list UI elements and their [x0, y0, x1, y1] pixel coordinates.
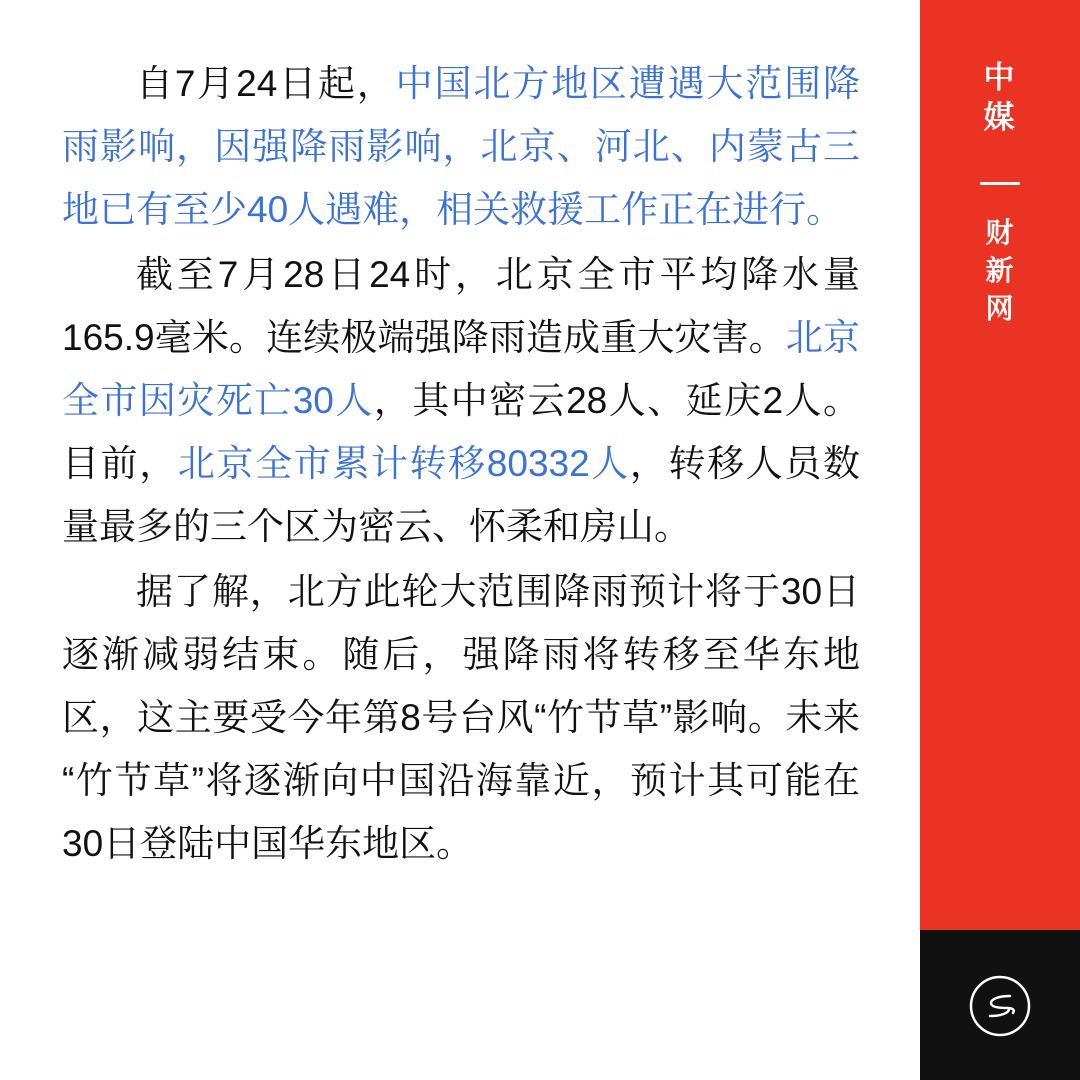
brand-sub-char-3: 网 [985, 293, 1015, 324]
paragraph-2 [62, 243, 860, 558]
text-run: ，转移人员数量最多的三个区为密云、怀柔和房山。 [62, 443, 861, 547]
text-run: 自7月24日起， [136, 63, 396, 104]
brand-char-1: 中 [983, 60, 1017, 95]
paragraph-3 [62, 560, 860, 875]
highlighted-text-run: 中国北方地区遭遇大范围降雨影响，因强降雨影响，北京、河北、内蒙古三地已有至少40人遇难，相关救援工作正在进行。 [62, 63, 861, 230]
brand-subtitle [920, 214, 1080, 328]
highlighted-text-run: 北京全市累计转移80332人 [177, 443, 630, 484]
brand-sub-char-1: 财 [985, 217, 1015, 248]
brand-rail [920, 0, 1080, 1080]
brand-divider [980, 182, 1020, 185]
paragraph-1 [62, 52, 860, 241]
text-run: 截至7月28日24时，北京全市平均降水量165.9毫米。连续极端强降雨造成重大灾害。 [62, 254, 860, 358]
brand-name [920, 58, 1080, 138]
caixin-logo-icon [969, 975, 1031, 1037]
rail-top-panel [920, 0, 1080, 930]
highlighted-text-run: 北京全市因灾死亡30人 [62, 317, 861, 421]
text-run: ，其中密云28人、延庆2人。目前， [62, 380, 861, 484]
brand-char-2: 媒 [983, 100, 1017, 135]
brand-sub-char-2: 新 [985, 255, 1015, 286]
text-run: 据了解，北方此轮大范围降雨预计将于30日逐渐减弱结束。随后，强降雨将转移至华东地区，这主要受今年第8号台风“竹节草”影响。未来“竹节草”将逐渐向中国沿海靠近，预计其可能在30日登陆中国华东地区。 [62, 571, 860, 864]
